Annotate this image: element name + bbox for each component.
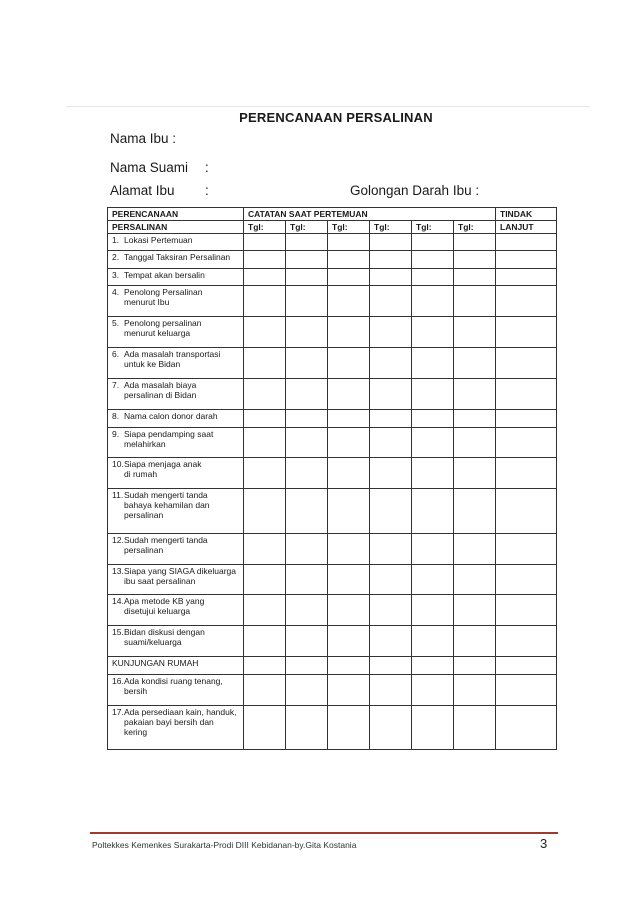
date-entry-cell[interactable] bbox=[244, 533, 286, 564]
table-row bbox=[108, 379, 557, 410]
date-header: Tgl: bbox=[370, 221, 412, 234]
date-entry-cell[interactable] bbox=[412, 317, 454, 348]
date-entry-cell[interactable] bbox=[286, 427, 328, 458]
date-entry-cell[interactable] bbox=[454, 410, 496, 427]
date-entry-cell[interactable] bbox=[454, 286, 496, 317]
plan-item-cell bbox=[108, 234, 244, 251]
date-header: Tgl: bbox=[328, 221, 370, 234]
item-text-line: Siapa yang SIAGA dikeluarga bbox=[124, 565, 236, 576]
date-entry-cell[interactable] bbox=[286, 564, 328, 595]
item-text-line: persalinan bbox=[124, 544, 164, 555]
followup-cell[interactable] bbox=[496, 626, 557, 657]
date-entry-cell[interactable] bbox=[454, 705, 496, 749]
date-header: Tgl: bbox=[286, 221, 328, 234]
item-text-line: bersih bbox=[124, 685, 148, 696]
plan-item-cell bbox=[108, 348, 244, 379]
date-entry-cell[interactable] bbox=[454, 595, 496, 626]
date-entry-cell[interactable] bbox=[244, 410, 286, 427]
item-text-line: Sudah mengerti tanda bbox=[124, 534, 208, 545]
item-text-line: di rumah bbox=[124, 469, 158, 480]
item-text-line: Penolong persalinan bbox=[124, 318, 202, 329]
item-number: 2. bbox=[112, 252, 120, 263]
item-text-line: Sudah mengerti tanda bbox=[124, 490, 208, 501]
item-number: 7. bbox=[112, 380, 120, 391]
date-entry-cell[interactable] bbox=[454, 348, 496, 379]
date-entry-cell[interactable] bbox=[328, 533, 370, 564]
followup-cell[interactable] bbox=[496, 410, 557, 427]
item-text-line: Ada masalah biaya bbox=[124, 380, 197, 391]
date-entry-cell[interactable] bbox=[244, 489, 286, 533]
date-entry-cell[interactable] bbox=[370, 595, 412, 626]
husband-name-colon: : bbox=[205, 160, 209, 175]
item-text-line: Ada masalah transportasi bbox=[124, 349, 221, 360]
date-entry-cell[interactable] bbox=[328, 317, 370, 348]
date-entry-cell[interactable] bbox=[286, 268, 328, 285]
date-entry-cell[interactable] bbox=[244, 348, 286, 379]
date-entry-cell[interactable] bbox=[328, 379, 370, 410]
plan-item-cell bbox=[108, 564, 244, 595]
followup-cell[interactable] bbox=[496, 427, 557, 458]
table-row bbox=[108, 268, 557, 285]
item-number: 12. bbox=[112, 534, 124, 545]
plan-item-cell bbox=[108, 251, 244, 268]
date-entry-cell[interactable] bbox=[412, 234, 454, 251]
date-entry-cell[interactable] bbox=[328, 564, 370, 595]
item-number: 16. bbox=[112, 675, 124, 686]
date-entry-cell[interactable] bbox=[328, 595, 370, 626]
item-text-line: Bidan diskusi dengan bbox=[124, 627, 205, 638]
date-entry-cell[interactable] bbox=[328, 251, 370, 268]
date-entry-cell[interactable] bbox=[244, 251, 286, 268]
date-entry-cell[interactable] bbox=[370, 268, 412, 285]
date-entry-cell[interactable] bbox=[370, 410, 412, 427]
table-row bbox=[108, 410, 557, 427]
date-entry-cell[interactable] bbox=[370, 348, 412, 379]
date-entry-cell[interactable] bbox=[286, 533, 328, 564]
date-entry-cell[interactable] bbox=[328, 410, 370, 427]
date-entry-cell[interactable] bbox=[370, 533, 412, 564]
item-number: 13. bbox=[112, 565, 124, 576]
item-text-line: menurut keluarga bbox=[124, 328, 191, 339]
item-text-line: bahaya kehamilan dan bbox=[124, 500, 210, 511]
date-entry-cell[interactable] bbox=[244, 564, 286, 595]
date-entry-cell[interactable] bbox=[412, 705, 454, 749]
item-text-line: ibu saat persalinan bbox=[124, 575, 196, 586]
followup-cell[interactable] bbox=[496, 595, 557, 626]
item-number: 17. bbox=[112, 706, 124, 717]
item-number: 6. bbox=[112, 349, 120, 360]
plan-item-cell bbox=[108, 674, 244, 705]
item-text-line: menurut Ibu bbox=[124, 297, 170, 308]
date-entry-cell[interactable] bbox=[328, 657, 370, 674]
item-text-line: disetujui keluarga bbox=[124, 606, 191, 617]
date-entry-cell[interactable] bbox=[286, 410, 328, 427]
table-row bbox=[108, 317, 557, 348]
date-entry-cell[interactable] bbox=[244, 379, 286, 410]
date-entry-cell[interactable] bbox=[328, 234, 370, 251]
header-row-1 bbox=[108, 208, 557, 221]
table-row bbox=[108, 533, 557, 564]
followup-cell[interactable] bbox=[496, 458, 557, 489]
date-entry-cell[interactable] bbox=[286, 348, 328, 379]
footer-divider bbox=[90, 832, 558, 834]
plan-item-cell bbox=[108, 286, 244, 317]
followup-cell[interactable] bbox=[496, 533, 557, 564]
date-entry-cell[interactable] bbox=[370, 626, 412, 657]
blood-type-label: Golongan Darah Ibu : bbox=[350, 183, 480, 198]
date-entry-cell[interactable] bbox=[412, 458, 454, 489]
plan-item-cell bbox=[108, 705, 244, 749]
table-row bbox=[108, 626, 557, 657]
table-row bbox=[108, 674, 557, 705]
item-text-line: Ada kondisi ruang tenang, bbox=[124, 675, 223, 686]
plan-item-cell bbox=[108, 379, 244, 410]
followup-cell[interactable] bbox=[496, 348, 557, 379]
date-entry-cell[interactable] bbox=[412, 286, 454, 317]
date-entry-cell[interactable] bbox=[370, 705, 412, 749]
date-entry-cell[interactable] bbox=[244, 626, 286, 657]
date-entry-cell[interactable] bbox=[244, 234, 286, 251]
item-text-line: Apa metode KB yang bbox=[124, 596, 205, 607]
date-entry-cell[interactable] bbox=[328, 705, 370, 749]
date-entry-cell[interactable] bbox=[370, 379, 412, 410]
date-entry-cell[interactable] bbox=[286, 489, 328, 533]
date-entry-cell[interactable] bbox=[244, 674, 286, 705]
item-text-line: Ada persediaan kain, handuk, bbox=[124, 706, 237, 717]
date-entry-cell[interactable] bbox=[454, 458, 496, 489]
date-entry-cell[interactable] bbox=[328, 489, 370, 533]
header-notes: CATATAN SAAT PERTEMUAN bbox=[244, 208, 496, 221]
husband-name-label: Nama Suami bbox=[110, 160, 189, 175]
item-text-line: melahirkan bbox=[124, 438, 166, 449]
followup-cell[interactable] bbox=[496, 268, 557, 285]
table-row bbox=[108, 427, 557, 458]
date-entry-cell[interactable] bbox=[454, 564, 496, 595]
plan-item-cell bbox=[108, 533, 244, 564]
item-text-line: suami/keluarga bbox=[124, 637, 182, 648]
section-row bbox=[108, 657, 557, 674]
date-entry-cell[interactable] bbox=[454, 657, 496, 674]
date-header: Tgl: bbox=[454, 221, 496, 234]
item-text-line: persalinan di Bidan bbox=[124, 390, 197, 401]
date-entry-cell[interactable] bbox=[370, 489, 412, 533]
date-entry-cell[interactable] bbox=[244, 657, 286, 674]
plan-item-cell bbox=[108, 268, 244, 285]
item-text-line: pakaian bayi bersih dan bbox=[124, 716, 214, 727]
table-row bbox=[108, 234, 557, 251]
followup-cell[interactable] bbox=[496, 657, 557, 674]
date-entry-cell[interactable] bbox=[412, 379, 454, 410]
date-entry-cell[interactable] bbox=[328, 268, 370, 285]
date-entry-cell[interactable] bbox=[286, 379, 328, 410]
date-entry-cell[interactable] bbox=[370, 234, 412, 251]
date-entry-cell[interactable] bbox=[454, 317, 496, 348]
table-row bbox=[108, 348, 557, 379]
date-entry-cell[interactable] bbox=[286, 234, 328, 251]
followup-cell[interactable] bbox=[496, 489, 557, 533]
item-text-line: persalinan bbox=[124, 510, 164, 521]
item-number: 10. bbox=[112, 459, 124, 470]
item-text-line: kering bbox=[124, 726, 148, 737]
date-header: Tgl: bbox=[244, 221, 286, 234]
date-entry-cell[interactable] bbox=[244, 317, 286, 348]
date-entry-cell[interactable] bbox=[454, 234, 496, 251]
header-plan-line2: PERSALINAN bbox=[108, 221, 244, 234]
mother-address-colon: : bbox=[205, 183, 209, 198]
date-entry-cell[interactable] bbox=[328, 286, 370, 317]
date-entry-cell[interactable] bbox=[370, 427, 412, 458]
section-home-visit: KUNJUNGAN RUMAH bbox=[108, 657, 244, 674]
date-entry-cell[interactable] bbox=[286, 458, 328, 489]
date-entry-cell[interactable] bbox=[370, 317, 412, 348]
date-entry-cell[interactable] bbox=[454, 251, 496, 268]
date-entry-cell[interactable] bbox=[412, 489, 454, 533]
date-entry-cell[interactable] bbox=[244, 705, 286, 749]
date-entry-cell[interactable] bbox=[370, 251, 412, 268]
item-number: 4. bbox=[112, 287, 120, 298]
date-entry-cell[interactable] bbox=[328, 674, 370, 705]
date-entry-cell[interactable] bbox=[286, 595, 328, 626]
date-entry-cell[interactable] bbox=[244, 286, 286, 317]
followup-cell[interactable] bbox=[496, 317, 557, 348]
date-entry-cell[interactable] bbox=[454, 674, 496, 705]
date-entry-cell[interactable] bbox=[454, 533, 496, 564]
date-entry-cell[interactable] bbox=[412, 626, 454, 657]
date-entry-cell[interactable] bbox=[412, 595, 454, 626]
plan-item-cell bbox=[108, 317, 244, 348]
date-entry-cell[interactable] bbox=[412, 410, 454, 427]
item-text-line: untuk ke Bidan bbox=[124, 359, 181, 370]
followup-cell[interactable] bbox=[496, 705, 557, 749]
date-entry-cell[interactable] bbox=[244, 595, 286, 626]
item-number: 9. bbox=[112, 428, 120, 439]
followup-cell[interactable] bbox=[496, 564, 557, 595]
date-entry-cell[interactable] bbox=[286, 251, 328, 268]
plan-item-cell bbox=[108, 458, 244, 489]
page-number: 3 bbox=[540, 836, 548, 851]
date-entry-cell[interactable] bbox=[412, 657, 454, 674]
plan-item-cell bbox=[108, 489, 244, 533]
top-divider bbox=[66, 106, 590, 107]
birth-plan-table bbox=[107, 207, 557, 750]
item-number: 3. bbox=[112, 269, 120, 280]
item-text-line: Lokasi Pertemuan bbox=[124, 235, 193, 245]
item-text-line: Siapa menjaga anak bbox=[124, 459, 202, 470]
followup-cell[interactable] bbox=[496, 251, 557, 268]
table-body bbox=[108, 234, 557, 750]
date-entry-cell[interactable] bbox=[244, 458, 286, 489]
date-entry-cell[interactable] bbox=[412, 251, 454, 268]
plan-item-cell bbox=[108, 626, 244, 657]
followup-cell[interactable] bbox=[496, 286, 557, 317]
table-row bbox=[108, 251, 557, 268]
table-row bbox=[108, 705, 557, 749]
date-entry-cell[interactable] bbox=[454, 268, 496, 285]
date-entry-cell[interactable] bbox=[286, 286, 328, 317]
followup-cell[interactable] bbox=[496, 234, 557, 251]
date-header: Tgl: bbox=[412, 221, 454, 234]
plan-item-cell bbox=[108, 595, 244, 626]
date-entry-cell[interactable] bbox=[412, 564, 454, 595]
header-followup: TINDAK bbox=[496, 208, 557, 221]
item-number: 15. bbox=[112, 627, 124, 638]
date-entry-cell[interactable] bbox=[454, 427, 496, 458]
date-entry-cell[interactable] bbox=[412, 268, 454, 285]
item-text-line: Nama calon donor darah bbox=[124, 411, 218, 422]
item-number: 5. bbox=[112, 318, 120, 329]
date-entry-cell[interactable] bbox=[286, 657, 328, 674]
date-entry-cell[interactable] bbox=[328, 427, 370, 458]
followup-cell[interactable] bbox=[496, 379, 557, 410]
item-text-line: Siapa pendamping saat bbox=[124, 428, 214, 439]
date-entry-cell[interactable] bbox=[370, 564, 412, 595]
date-entry-cell[interactable] bbox=[286, 317, 328, 348]
date-entry-cell[interactable] bbox=[454, 379, 496, 410]
table-row bbox=[108, 595, 557, 626]
date-entry-cell[interactable] bbox=[328, 626, 370, 657]
table-row bbox=[108, 458, 557, 489]
date-entry-cell[interactable] bbox=[370, 286, 412, 317]
header-row-2 bbox=[108, 221, 557, 234]
form-title: PERENCANAAN PERSALINAN bbox=[239, 110, 433, 125]
item-text-line: Penolong Persalinan bbox=[124, 287, 203, 298]
header-followup-line2: LANJUT bbox=[496, 221, 557, 234]
item-text-line: Tempat akan bersalin bbox=[124, 269, 205, 280]
table-row bbox=[108, 286, 557, 317]
plan-item-cell bbox=[108, 427, 244, 458]
date-entry-cell[interactable] bbox=[286, 705, 328, 749]
date-entry-cell[interactable] bbox=[412, 348, 454, 379]
date-entry-cell[interactable] bbox=[454, 626, 496, 657]
date-entry-cell[interactable] bbox=[286, 626, 328, 657]
item-number: 11. bbox=[112, 490, 124, 501]
date-entry-cell[interactable] bbox=[412, 674, 454, 705]
date-entry-cell[interactable] bbox=[328, 458, 370, 489]
date-entry-cell[interactable] bbox=[370, 657, 412, 674]
footer-text: Poltekkes Kemenkes Surakarta-Prodi DIII Kebidanan-by.Gita Kostania bbox=[92, 840, 357, 850]
followup-cell[interactable] bbox=[496, 674, 557, 705]
table-row bbox=[108, 564, 557, 595]
date-entry-cell[interactable] bbox=[328, 348, 370, 379]
item-number: 1. bbox=[112, 235, 120, 245]
date-entry-cell[interactable] bbox=[370, 458, 412, 489]
table-row bbox=[108, 489, 557, 533]
mother-name-label: Nama Ibu : bbox=[110, 131, 177, 146]
header-plan: PERENCANAAN bbox=[108, 208, 244, 221]
date-entry-cell[interactable] bbox=[454, 489, 496, 533]
item-number: 14. bbox=[112, 596, 124, 607]
date-entry-cell[interactable] bbox=[244, 427, 286, 458]
date-entry-cell[interactable] bbox=[412, 533, 454, 564]
plan-item-cell bbox=[108, 410, 244, 427]
date-entry-cell[interactable] bbox=[286, 674, 328, 705]
date-entry-cell[interactable] bbox=[370, 674, 412, 705]
date-entry-cell[interactable] bbox=[412, 427, 454, 458]
item-text-line: Tanggal Taksiran Persalinan bbox=[124, 252, 231, 263]
date-entry-cell[interactable] bbox=[244, 268, 286, 285]
mother-address-label: Alamat Ibu bbox=[110, 183, 175, 198]
item-number: 8. bbox=[112, 411, 120, 422]
